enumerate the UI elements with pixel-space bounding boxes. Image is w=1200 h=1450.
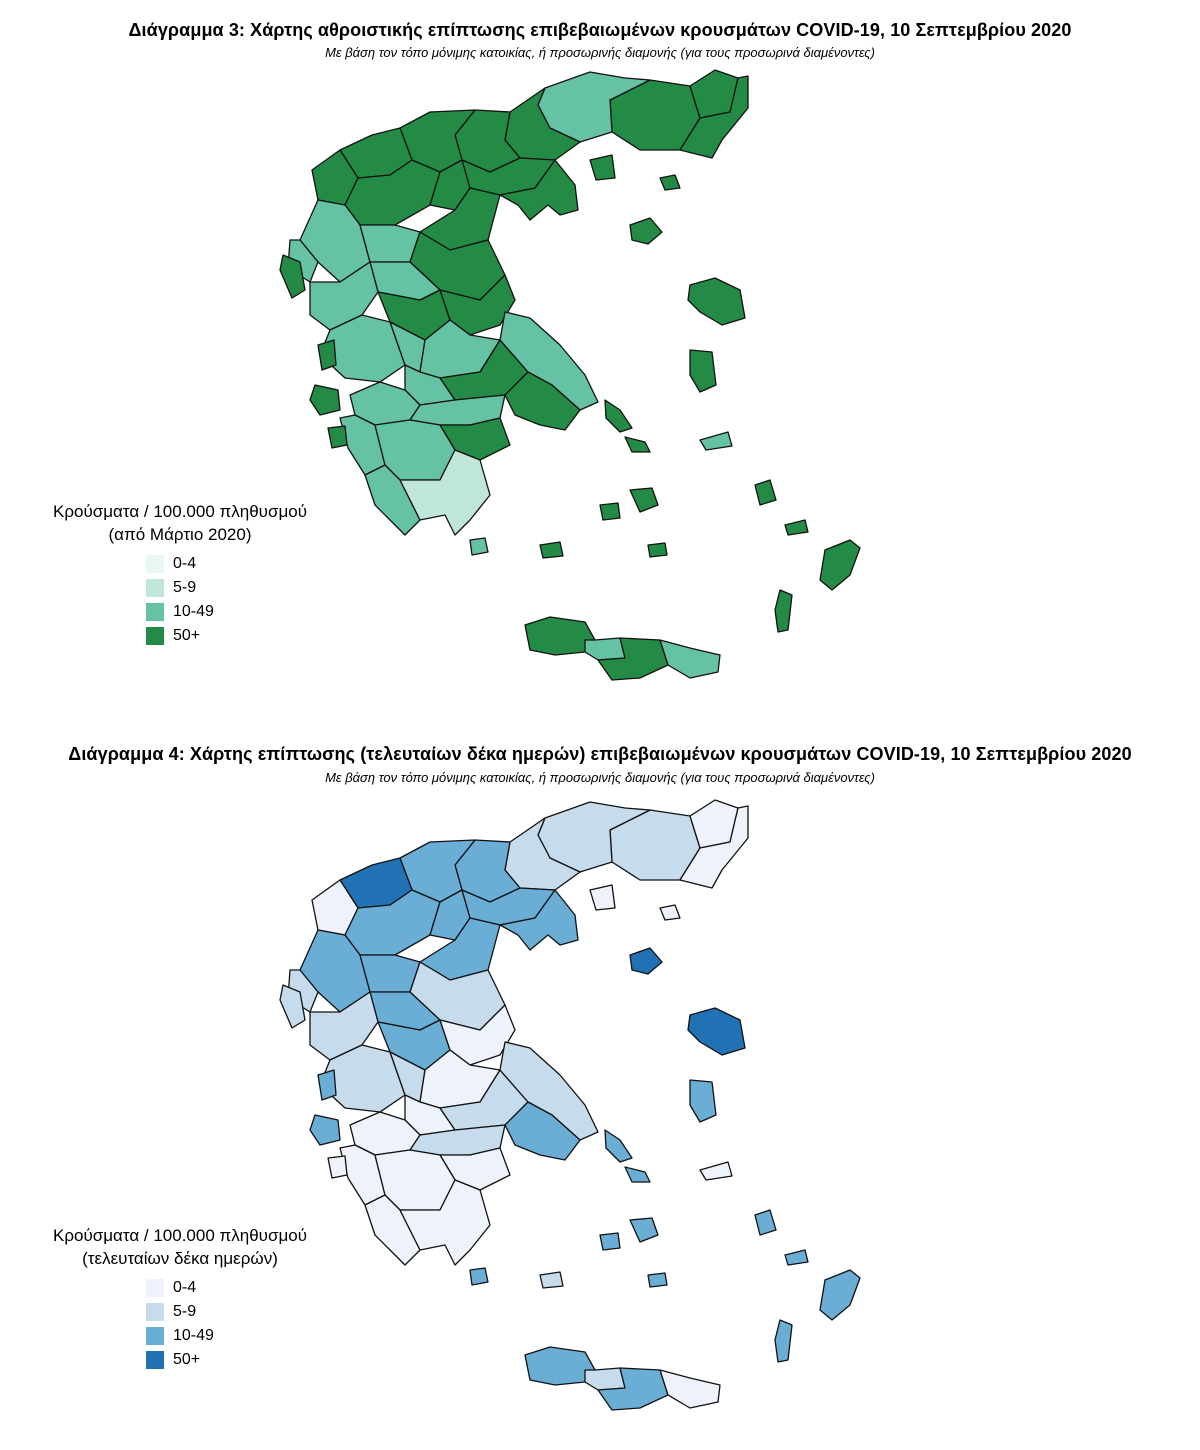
region-andros (605, 1130, 632, 1162)
legend-items (146, 552, 340, 648)
region-samothraki (660, 175, 680, 190)
legend-label: 0-4 (173, 1279, 197, 1296)
region-naxos (630, 1218, 658, 1242)
region-milos (540, 1272, 563, 1288)
legend-swatch (146, 1327, 164, 1345)
region-limnos (630, 948, 662, 974)
legend-title: Κρούσματα / 100.000 πληθυσμού (τελευταίων δέκα ημερών) (53, 1226, 307, 1268)
map-legend (20, 1224, 340, 1372)
region-santorini (648, 543, 667, 557)
region-kalymnos (755, 480, 776, 505)
map-title: Διάγραμμα 3: Χάρτης αθροιστικής επίπτωσης επιβεβαιωμένων κρουσμάτων COVID-19, 10 Σεπτεμβρίου 2020 (128, 20, 1072, 40)
region-kythira (470, 538, 488, 555)
legend-swatch (146, 555, 164, 573)
map-panel-cumulative (0, 0, 1200, 712)
legend-title: Κρούσματα / 100.000 πληθυσμού (από Μάρτιο 2020) (53, 502, 307, 544)
region-andros (605, 400, 632, 432)
region-kos (785, 1250, 808, 1265)
region-kos (785, 520, 808, 535)
legend-swatch (146, 579, 164, 597)
legend-item (146, 1276, 340, 1300)
region-kythira (470, 1268, 488, 1285)
map-subtitle: Με βάση τον τόπο μόνιμης κατοικίας, ή προσωρινής διαμονής (για τους προσωρινά διαμένοντες) (325, 770, 875, 785)
region-lefkada (318, 1070, 336, 1100)
legend-item (146, 552, 340, 576)
legend-label: 0-4 (173, 555, 197, 572)
map-panel-last-ten-days (0, 730, 1200, 1442)
region-zakynthos (328, 426, 347, 448)
region-santorini (648, 1273, 667, 1287)
legend-item (146, 600, 340, 624)
legend-item (146, 1324, 340, 1348)
region-chios (690, 1080, 716, 1122)
region-rethymno (585, 638, 625, 660)
legend-label: 5-9 (173, 579, 197, 596)
region-tinos (625, 437, 650, 452)
region-kefalonia (310, 385, 340, 415)
region-lasithi (660, 640, 720, 678)
region-lasithi (660, 1370, 720, 1408)
region-thasos (590, 155, 615, 180)
map-subtitle: Με βάση τον τόπο μόνιμης κατοικίας, ή προσωρινής διαμονής (για τους προσωρινά διαμένοντες) (325, 45, 875, 60)
region-rodos (820, 540, 860, 590)
legend-items (146, 1276, 340, 1372)
legend-label: 5-9 (173, 1303, 197, 1320)
legend-label: 50+ (173, 627, 201, 644)
region-grevena (360, 955, 420, 992)
region-kalymnos (755, 1210, 776, 1235)
region-milos (540, 542, 563, 558)
region-rethymno (585, 1368, 625, 1390)
legend-item (146, 576, 340, 600)
legend-label: 10-49 (173, 603, 214, 620)
region-chios (690, 350, 716, 392)
legend-swatch (146, 603, 164, 621)
region-rodos (820, 1270, 860, 1320)
region-paros (600, 503, 620, 520)
legend-swatch (146, 1303, 164, 1321)
legend-label: 50+ (173, 1351, 201, 1368)
legend-item (146, 1348, 340, 1372)
region-thasos (590, 885, 615, 910)
map-title: Διάγραμμα 4: Χάρτης επίπτωσης (τελευταίων δέκα ημερών) επιβεβαιωμένων κρουσμάτων COVID-19, 10 Σεπτεμβρίου 2020 (68, 744, 1132, 764)
region-samos (700, 432, 732, 450)
region-karpathos (775, 590, 792, 632)
legend-item (146, 1300, 340, 1324)
legend-swatch (146, 627, 164, 645)
region-samos (700, 1162, 732, 1180)
legend-swatch (146, 1351, 164, 1369)
legend-swatch (146, 1279, 164, 1297)
region-paros (600, 1233, 620, 1250)
region-kefalonia (310, 1115, 340, 1145)
region-lesvos (688, 1008, 745, 1055)
region-karpathos (775, 1320, 792, 1362)
region-naxos (630, 488, 658, 512)
legend-item (146, 624, 340, 648)
region-zakynthos (328, 1156, 347, 1178)
region-grevena (360, 225, 420, 262)
region-limnos (630, 218, 662, 244)
legend-label: 10-49 (173, 1327, 214, 1344)
region-lesvos (688, 278, 745, 325)
region-lefkada (318, 340, 336, 370)
map-legend (20, 500, 340, 648)
region-tinos (625, 1167, 650, 1182)
region-samothraki (660, 905, 680, 920)
